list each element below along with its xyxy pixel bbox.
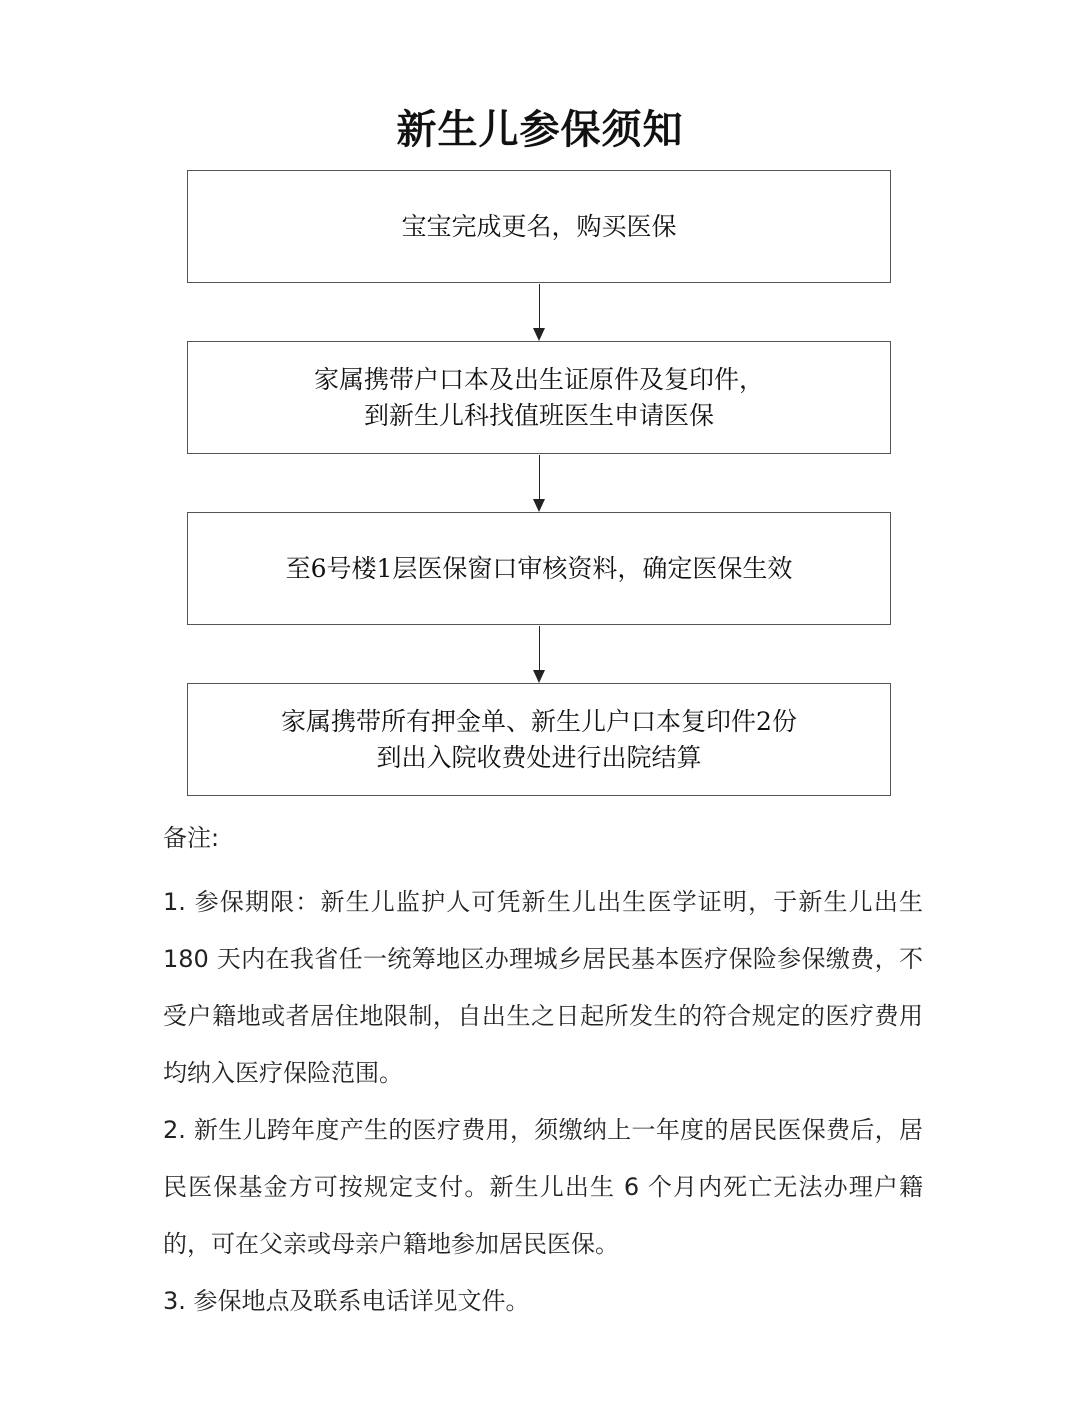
note-item-3: 3. 参保地点及联系电话详见文件。 <box>163 1287 530 1315</box>
notes-heading: 备注: <box>163 824 220 852</box>
flow-step-4-text-line-2: 到出入院收费处进行出院结算 <box>376 742 702 772</box>
note-item-1: 1. 参保期限：新生儿监护人可凭新生儿出生医学证明，于新生儿出生 180 天内在我省任一统筹地区办理城乡居民基本医疗保险参保缴费，不受户籍地或者居住地限制，自出生之日起所发生的符合规定的医疗费用均纳入医疗保险范围。 <box>163 888 923 1087</box>
flow-arrow-3 <box>539 626 541 683</box>
flow-step-2-text-line-2: 到新生儿科找值班医生申请医保 <box>363 400 714 430</box>
flow-step-3-text: 至6号楼1层医保窗口审核资料，确定医保生效 <box>285 553 793 583</box>
flow-step-1-text: 宝宝完成更名，购买医保 <box>401 211 677 241</box>
page-title: 新生儿参保须知 <box>396 106 684 153</box>
notes-section <box>163 820 923 1330</box>
flow-arrow-2 <box>539 455 541 512</box>
flow-step-1 <box>187 170 891 283</box>
flow-step-4-text-line-1: 家属携带所有押金单、新生儿户口本复印件2份 <box>281 706 797 736</box>
flow-step-4 <box>187 683 891 796</box>
flow-step-2 <box>187 341 891 454</box>
flow-arrow-1 <box>539 284 541 341</box>
note-item-2: 2. 新生儿跨年度产生的医疗费用，须缴纳上一年度的居民医保费后，居民医保基金方可按规定支付。新生儿出生 6 个月内死亡无法办理户籍的，可在父亲或母亲户籍地参加居民医保。 <box>163 1116 923 1258</box>
flow-step-2-text-line-1: 家属携带户口本及出生证原件及复印件， <box>313 364 764 394</box>
flow-step-3 <box>187 512 891 625</box>
